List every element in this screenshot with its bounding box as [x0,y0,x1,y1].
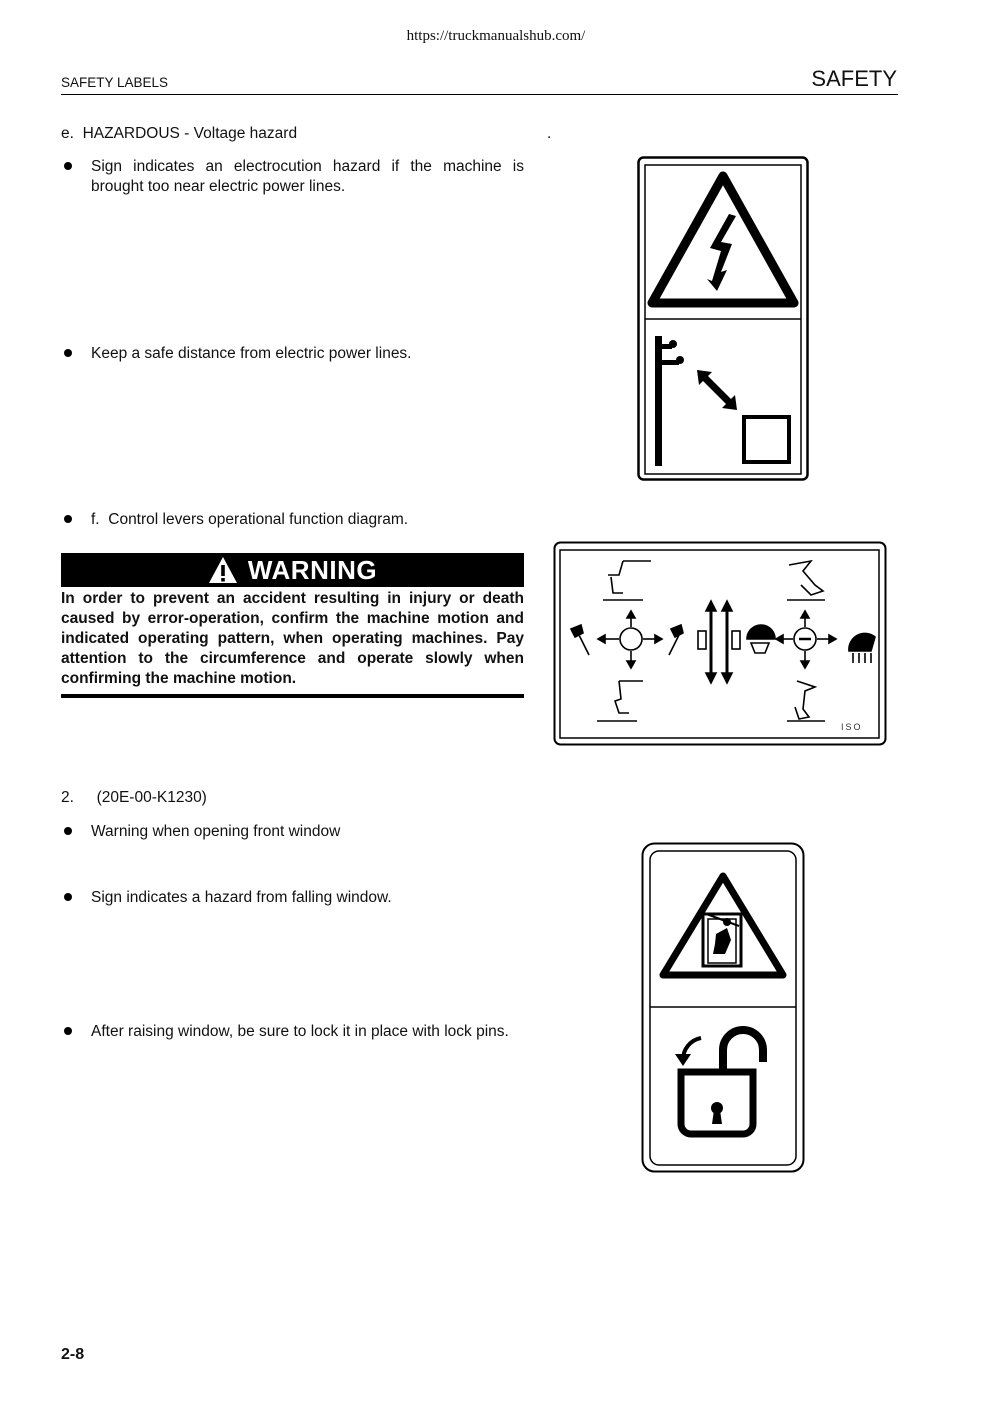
item-f-text: Control levers operational function diagram. [108,511,409,528]
item-e-bullet-1: Sign indicates an electrocution hazard if the machine is brought too near electric power lines. [91,158,524,195]
bullet-dot [64,162,72,170]
warning-rule [61,694,524,698]
item-f-letter: f. [91,511,100,528]
bullet-dot [64,1027,72,1035]
warning-title: WARNING [247,554,378,585]
warning-body: In order to prevent an accident resulting in injury or death caused by error-operation, confirm the machine motion and indicated operating pattern, when operating machines. Pay attention to the circumference and operate slowly when confirming the machine motion. [61,590,524,687]
section-title: SAFETY LABELS [61,75,169,90]
bullet-dot [64,827,72,835]
item-2-bullet-1: Warning when opening front window [91,823,341,840]
warning-banner [61,553,524,587]
item-e-title: HAZARDOUS - Voltage hazard [82,125,298,142]
item-2-code: (20E-00-K1230) [96,789,207,806]
item-2-heading [61,788,207,808]
control-pattern-label [553,541,887,746]
page-number: 2-8 [61,1346,85,1363]
falling-window-label [641,842,805,1174]
item-2-bullet-2: Sign indicates a hazard from falling window. [91,889,392,906]
item-e-letter: e. [61,125,74,142]
bullet-dot [64,349,72,357]
stray-dot: . [547,125,552,142]
item-e-heading [61,124,297,144]
source-url: https://truckmanualshub.com/ [406,28,586,44]
item-f-heading [91,510,408,530]
chapter-title: SAFETY [811,66,897,91]
bullet-dot [64,515,72,523]
iso-mark: ISO [841,722,863,732]
item-2-number: 2. [61,789,74,806]
item-e-bullet-2: Keep a safe distance from electric power lines. [91,345,412,362]
voltage-hazard-label [637,156,809,482]
bullet-dot [64,893,72,901]
warning-triangle-icon [208,556,238,584]
header-rule [61,94,898,95]
item-2-bullet-3: After raising window, be sure to lock it in place with lock pins. [91,1023,509,1040]
